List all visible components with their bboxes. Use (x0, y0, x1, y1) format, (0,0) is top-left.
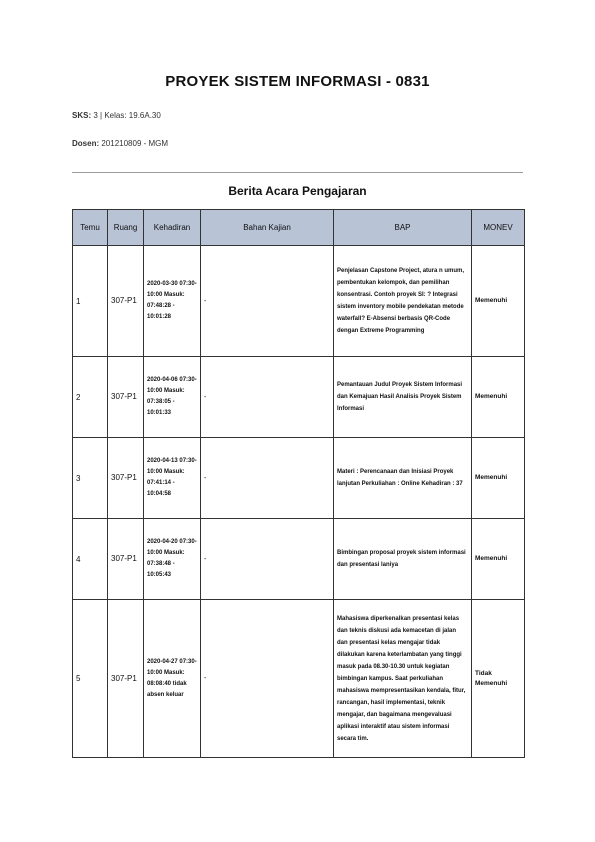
cell-bap: Penjelasan Capstone Project, atura n umum, pembentukan kelompok, dan pemilihan konsentrasi. Contoh proyek SI: ? Integrasi sistem inventory mobile pendekatan metode waterfall? E-Absensi berbasis QR-Code dengan Extreme Programming (334, 246, 472, 357)
table-row (73, 357, 525, 438)
bap-table (72, 209, 525, 758)
cell-bahan-kajian: - (201, 600, 334, 758)
table-row (73, 246, 525, 357)
table-header-row (73, 210, 525, 246)
col-header-bap: BAP (334, 210, 472, 246)
cell-temu: 2 (73, 357, 108, 438)
cell-kehadiran: 2020-03-30 07:30-10:00 Masuk: 07:48:28 - 10:01:28 (144, 246, 201, 357)
cell-monev: Memenuhi (472, 438, 525, 519)
section-title: Berita Acara Pengajaran (228, 184, 367, 198)
cell-bap: Materi : Perencanaan dan Inisiasi Proyek lanjutan Perkuliahan : Online Kehadiran : 37 (334, 438, 472, 519)
dosen-label: Dosen: (72, 139, 100, 148)
cell-ruang: 307-P1 (108, 246, 144, 357)
table-row (73, 438, 525, 519)
col-header-ruang: Ruang (108, 210, 144, 246)
cell-monev: Memenuhi (472, 519, 525, 600)
sks-kelas-line (72, 111, 161, 120)
cell-bap: Pemantauan Judul Proyek Sistem Informasi dan Kemajuan Hasil Analisis Proyek Sistem Informasi (334, 357, 472, 438)
table-row (73, 600, 525, 758)
cell-bap: Bimbingan proposal proyek sistem informasi dan presentasi laniya (334, 519, 472, 600)
cell-bahan-kajian: - (201, 357, 334, 438)
cell-ruang: 307-P1 (108, 519, 144, 600)
dosen-value: 201210809 - MGM (101, 139, 169, 148)
cell-kehadiran: 2020-04-20 07:30-10:00 Masuk: 07:38:48 - 10:05:43 (144, 519, 201, 600)
cell-monev: Memenuhi (472, 357, 525, 438)
sks-kelas-value: 3 | Kelas: 19.6A.30 (93, 111, 161, 120)
table-row (73, 519, 525, 600)
col-header-bahan-kajian: Bahan Kajian (201, 210, 334, 246)
divider (72, 172, 523, 173)
cell-temu: 1 (73, 246, 108, 357)
dosen-line (72, 139, 168, 148)
page-title: PROYEK SISTEM INFORMASI - 0831 (165, 73, 430, 90)
cell-ruang: 307-P1 (108, 357, 144, 438)
col-header-temu: Temu (73, 210, 108, 246)
cell-temu: 3 (73, 438, 108, 519)
cell-bap: Mahasiswa diperkenalkan presentasi kelas dan teknis diskusi ada kemacetan di jalan dan presentasi kelas mengajar tidak dilakukan karena keterlambatan yang tinggi masuk pada 08.30-10.30 untuk kegiatan bimbingan kampus. Saat perkuliahan mahasiswa mempresentasikan kendala, fitur, rancangan, hasil implementasi, teknik mengajar, dan bagaimana mengevaluasi aplikasi interaktif atau sistem informasi secara tim. (334, 600, 472, 758)
cell-kehadiran: 2020-04-13 07:30-10:00 Masuk: 07:41:14 - 10:04:58 (144, 438, 201, 519)
cell-bahan-kajian: - (201, 438, 334, 519)
cell-temu: 4 (73, 519, 108, 600)
sks-label: SKS: (72, 111, 92, 120)
cell-bahan-kajian: - (201, 246, 334, 357)
cell-kehadiran: 2020-04-27 07:30-10:00 Masuk: 08:08:40 tidak absen keluar (144, 600, 201, 758)
cell-kehadiran: 2020-04-06 07:30-10:00 Masuk: 07:38:05 - 10:01:33 (144, 357, 201, 438)
col-header-monev: MONEV (472, 210, 525, 246)
cell-ruang: 307-P1 (108, 438, 144, 519)
cell-monev: Memenuhi (472, 246, 525, 357)
cell-bahan-kajian: - (201, 519, 334, 600)
cell-temu: 5 (73, 600, 108, 758)
cell-monev: Tidak Memenuhi (472, 600, 525, 758)
cell-ruang: 307-P1 (108, 600, 144, 758)
col-header-kehadiran: Kehadiran (144, 210, 201, 246)
